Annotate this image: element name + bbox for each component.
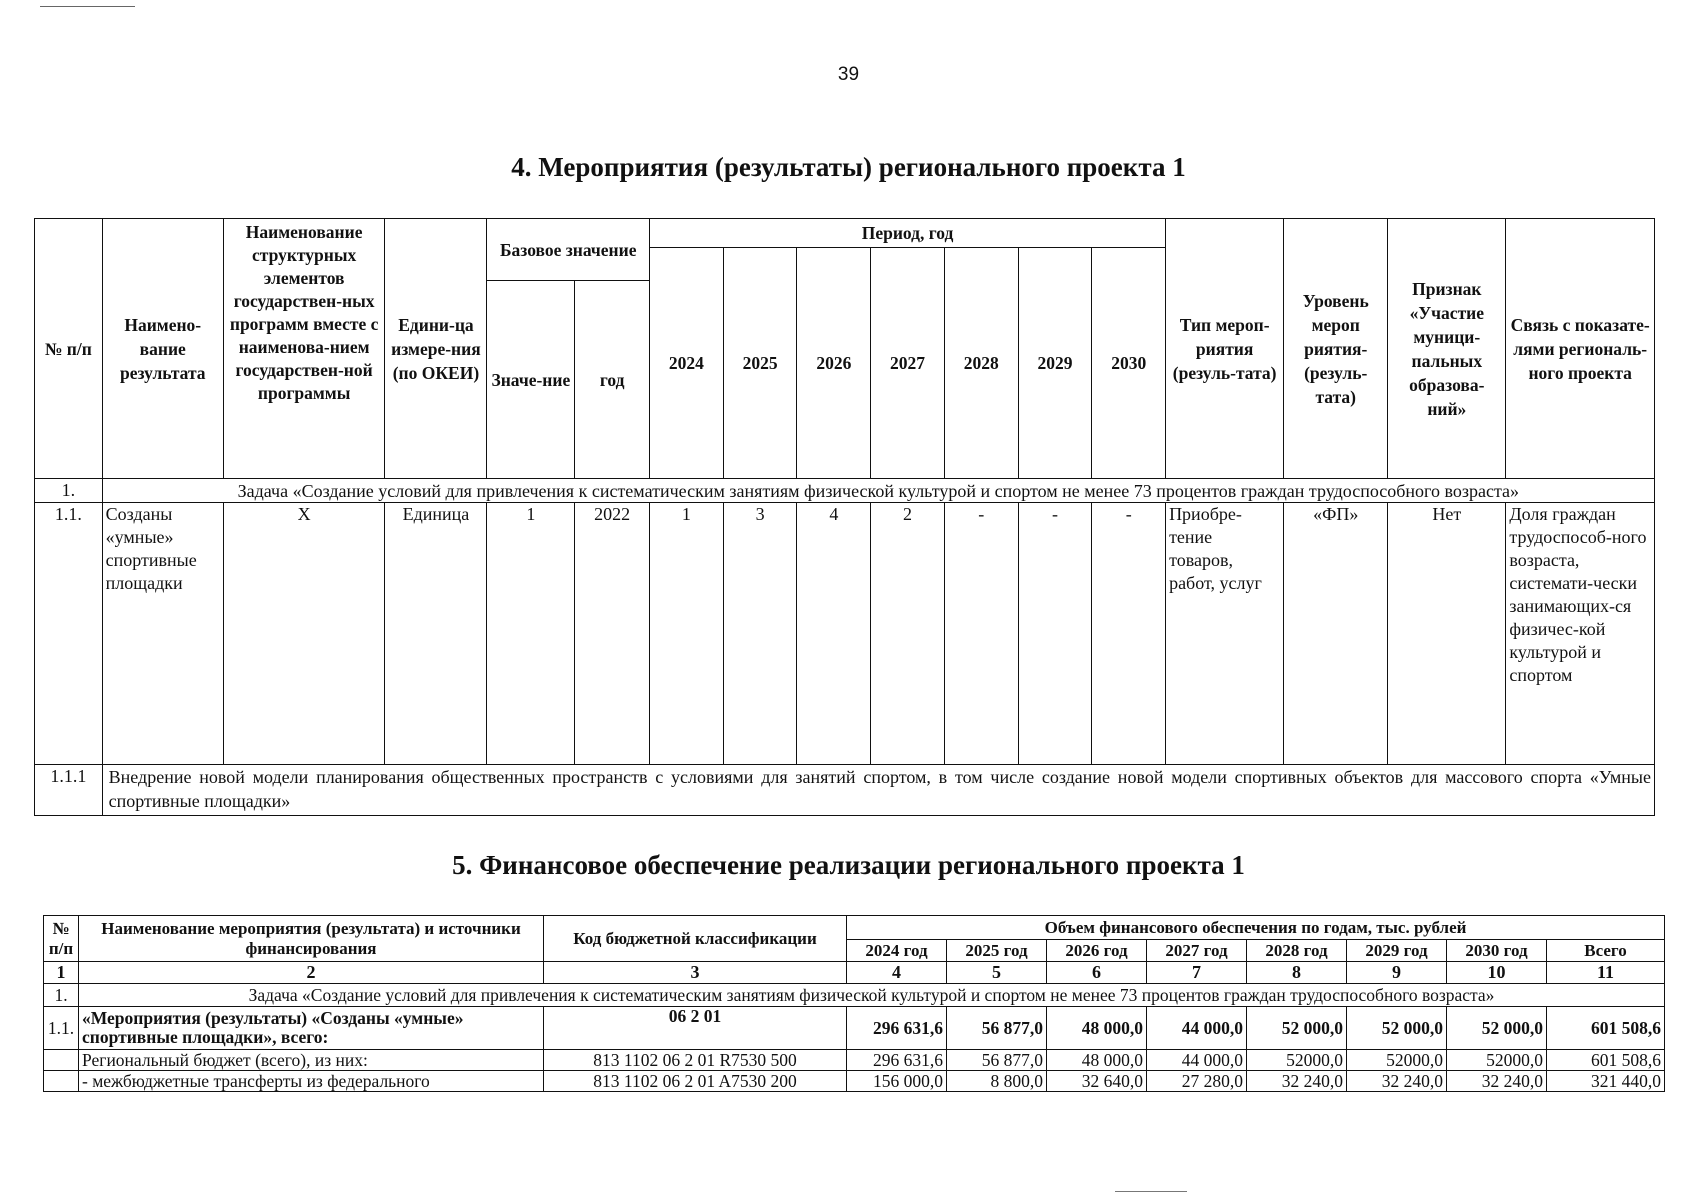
fin-row-value: 8 800,0: [947, 1071, 1047, 1092]
col-type-header: Тип мероп-риятия (резуль-тата): [1166, 219, 1284, 479]
finance-table: [43, 915, 1665, 1092]
column-number: 11: [1547, 962, 1665, 984]
col-base-value-header: Значе-ние: [487, 281, 575, 479]
fin-row-value: 156 000,0: [847, 1071, 947, 1092]
col-link-header: Связь с показате-лями региональ-ного проекта: [1506, 219, 1655, 479]
result-value: -: [1018, 503, 1092, 765]
fin-row-value: 601 508,6: [1547, 1050, 1665, 1071]
fin-year-header: 2024 год: [847, 940, 947, 962]
result-level: «ФП»: [1284, 503, 1388, 765]
page-number: 39: [837, 64, 860, 85]
col-level-header: Уровень мероп риятия-(резуль-тата): [1284, 219, 1388, 479]
result-base-year: 2022: [575, 503, 650, 765]
fin-row-value: 52000,0: [1247, 1050, 1347, 1071]
fin-row-value: 56 877,0: [947, 1050, 1047, 1071]
fin-year-header: 2025 год: [947, 940, 1047, 962]
col-unit-header: Едини-ца измере-ния (по ОКЕИ): [385, 219, 487, 479]
fin-year-header: 2026 год: [1047, 940, 1147, 962]
fin-row-code: 813 1102 06 2 01 A7530 200: [544, 1071, 847, 1092]
fin-code-header: Код бюджетной классификации: [544, 916, 847, 962]
fin-row-value: 52 000,0: [1347, 1007, 1447, 1050]
fin-row-value: 32 240,0: [1247, 1071, 1347, 1092]
fin-year-header: 2028 год: [1247, 940, 1347, 962]
fin-row-value: 44 000,0: [1147, 1007, 1247, 1050]
result-name: Созданы «умные» спортивные площадки: [102, 503, 223, 765]
result-value: -: [944, 503, 1018, 765]
col-base-header: Базовое значение: [487, 219, 650, 281]
fin-row-name: - межбюджетные трансферты из федерального: [79, 1071, 544, 1092]
subresult-num: 1.1.1: [35, 765, 103, 816]
year-header: 2026: [797, 248, 871, 479]
result-num: 1.1.: [35, 503, 103, 765]
fin-row-value: 32 640,0: [1047, 1071, 1147, 1092]
column-number: 10: [1447, 962, 1547, 984]
fin-row-value: 52 000,0: [1247, 1007, 1347, 1050]
fin-row-value: 48 000,0: [1047, 1007, 1147, 1050]
subresult-text: Внедрение новой модели планирования общественных пространств с условиями для занятий спортом, в том числе создание новой модели спортивных объектов для массового спорта «Умные спортивные площадки»: [102, 765, 1654, 816]
section-5-title: 5. Финансовое обеспечение реализации регионального проекта 1: [452, 850, 1245, 880]
column-number: 3: [544, 962, 847, 984]
fin-total-header: Всего: [1547, 940, 1665, 962]
fin-row-value: 27 280,0: [1147, 1071, 1247, 1092]
col-base-year-header: год: [575, 281, 650, 479]
column-number: 4: [847, 962, 947, 984]
fin-row-value: 52000,0: [1447, 1050, 1547, 1071]
column-number: 2: [79, 962, 544, 984]
fin-row-num: 1.1.: [44, 1007, 79, 1050]
fin-row-value: 48 000,0: [1047, 1050, 1147, 1071]
fin-num-header: № п/п: [44, 916, 79, 962]
fin-row-value: 52000,0: [1347, 1050, 1447, 1071]
fin-row-value: 32 240,0: [1447, 1071, 1547, 1092]
result-value: 4: [797, 503, 871, 765]
fin-row-value: 56 877,0: [947, 1007, 1047, 1050]
fin-year-header: 2027 год: [1147, 940, 1247, 962]
fin-name-header: Наименование мероприятия (результата) и источники финансирования: [79, 916, 544, 962]
fin-year-header: 2030 год: [1447, 940, 1547, 962]
year-header: 2028: [944, 248, 1018, 479]
result-value: 1: [650, 503, 724, 765]
fin-year-header: 2029 год: [1347, 940, 1447, 962]
result-type: Приобре-тение товаров, работ, услуг: [1166, 503, 1284, 765]
fin-task-num: 1.: [44, 984, 79, 1007]
fin-row-value: 321 440,0: [1547, 1071, 1665, 1092]
results-table: [34, 218, 1655, 816]
task-text: Задача «Создание условий для привлечения к систематическим занятиям физической культурой и спортом не менее 73 процентов граждан трудоспособного возраста»: [102, 479, 1654, 503]
result-unit: Единица: [385, 503, 487, 765]
fin-row-code: 06 2 01: [544, 1007, 847, 1050]
year-header: 2024: [650, 248, 724, 479]
bottom-rule: [1115, 1191, 1187, 1192]
fin-row-name: Региональный бюджет (всего), из них:: [79, 1050, 544, 1071]
column-number: 1: [44, 962, 79, 984]
result-struct: X: [223, 503, 385, 765]
column-number: 8: [1247, 962, 1347, 984]
result-base-value: 1: [487, 503, 575, 765]
column-number: 7: [1147, 962, 1247, 984]
result-municipal: Нет: [1388, 503, 1506, 765]
result-value: -: [1092, 503, 1166, 765]
result-value: 2: [871, 503, 945, 765]
result-value: 3: [723, 503, 797, 765]
col-period-header: Период, год: [650, 219, 1166, 248]
column-number: 6: [1047, 962, 1147, 984]
col-name-header: Наимено-вание результата: [102, 219, 223, 479]
fin-row-value: 296 631,6: [847, 1050, 947, 1071]
fin-row-value: 52 000,0: [1447, 1007, 1547, 1050]
fin-row-num: [44, 1050, 79, 1071]
fin-row-value: 32 240,0: [1347, 1071, 1447, 1092]
year-header: 2025: [723, 248, 797, 479]
fin-row-value: 44 000,0: [1147, 1050, 1247, 1071]
col-num-header: № п/п: [35, 219, 103, 479]
fin-volume-header: Объем финансового обеспечения по годам, тыс. рублей: [847, 916, 1665, 940]
fin-row-num: [44, 1071, 79, 1092]
col-struct-header: Наименование структурных элементов государствен-ных программ вместе с наименова-нием государствен-ной программы: [223, 219, 385, 479]
fin-row-value: 296 631,6: [847, 1007, 947, 1050]
fin-row-code: 813 1102 06 2 01 R7530 500: [544, 1050, 847, 1071]
column-number: 5: [947, 962, 1047, 984]
top-rule: [40, 6, 135, 7]
result-link: Доля граждан трудоспособ-ного возраста, системати-чески занимающих-ся физичес-кой культурой и спортом: [1506, 503, 1655, 765]
task-num: 1.: [35, 479, 103, 503]
section-4-title: 4. Мероприятия (результаты) регионального проекта 1: [511, 152, 1186, 182]
col-municipal-header: Признак «Участие муници-пальных образова-ний»: [1388, 219, 1506, 479]
column-number: 9: [1347, 962, 1447, 984]
fin-row-value: 601 508,6: [1547, 1007, 1665, 1050]
year-header: 2029: [1018, 248, 1092, 479]
year-header: 2027: [871, 248, 945, 479]
fin-task-text: Задача «Создание условий для привлечения к систематическим занятиям физической культурой и спортом не менее 73 процентов граждан трудоспособного возраста»: [79, 984, 1665, 1007]
fin-row-name: «Мероприятия (результаты) «Созданы «умные» спортивные площадки», всего:: [79, 1007, 544, 1050]
year-header: 2030: [1092, 248, 1166, 479]
